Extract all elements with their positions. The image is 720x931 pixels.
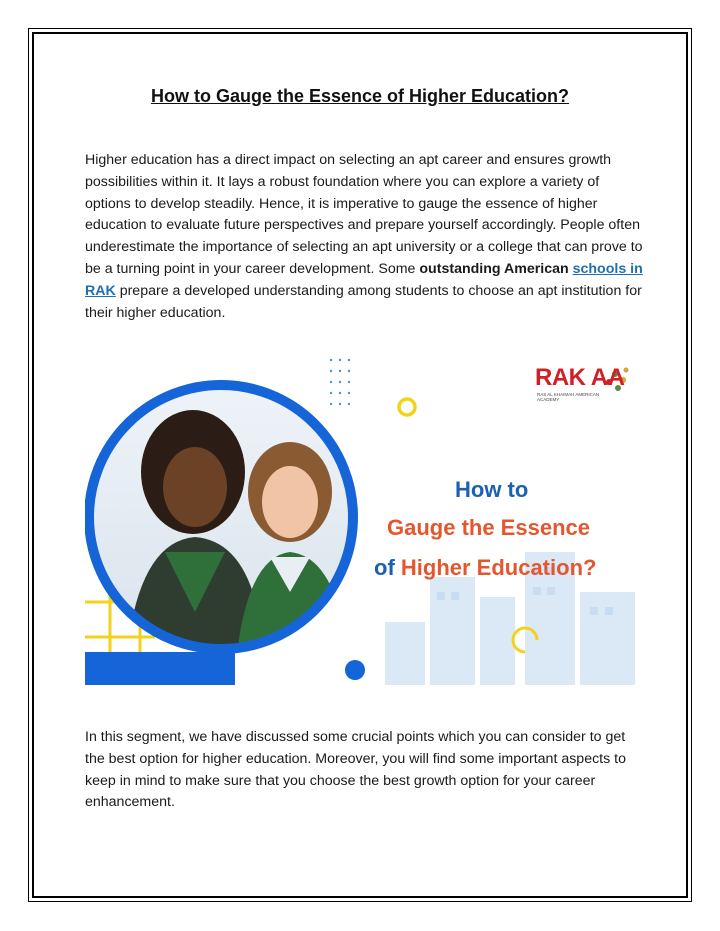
yellow-ring-icon	[399, 399, 415, 415]
banner-heading-line3	[374, 555, 596, 581]
banner-heading-line1: How to	[455, 477, 529, 502]
intro-paragraph	[85, 150, 645, 324]
academy-logo-text: RAK AA	[535, 364, 625, 391]
document-title: How to Gauge the Essence of Higher Education?	[150, 86, 570, 106]
banner-heading-of: of	[374, 555, 395, 580]
dot-grid-decoration	[330, 359, 350, 405]
banner-heading-line2: Gauge the Essence	[387, 515, 590, 540]
schools-in-rak-link[interactable]: schools in RAK	[85, 260, 643, 299]
article-banner-image	[85, 352, 638, 685]
segment-paragraph: In this segment, we have discussed some crucial points which you can consider to get the best option for higher education. Moreover, you will find some important aspects to keep in mind to make sure that you choose the best growth option for your career enhancement.	[85, 729, 626, 811]
intro-bold-text: outstanding American	[419, 260, 569, 277]
intro-text-before: Higher education has a direct impact on selecting an apt career and ensures growth possibilities within it. It lays a robust foundation where you can explore a variety of options to develop steadily. Hence, it is imperative to gauge the essence of higher education to evaluate future perspectives and prepare yourself accordingly. People often underestimate the importance of selecting an apt university or a college that can prove to be a turning point in your career development. Some	[85, 152, 643, 277]
blue-dot-decoration	[345, 660, 365, 680]
banner-heading-line3-text: Higher Education?	[394, 555, 597, 580]
intro-text-after: prepare a developed understanding among students to choose an apt institution for their higher education.	[85, 282, 642, 321]
academy-logo-subtext: RAS AL KHAIMAH AMERICAN ACADEMY	[537, 392, 600, 402]
